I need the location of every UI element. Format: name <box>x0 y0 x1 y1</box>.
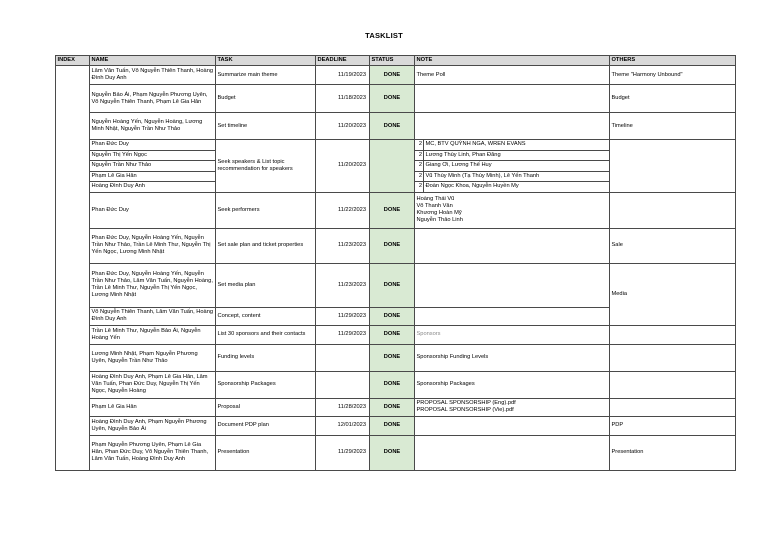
deadline-cell <box>316 371 370 398</box>
page-title: TASKLIST <box>365 31 403 40</box>
count-cell: 2 <box>415 171 424 182</box>
task-cell: Summarize main theme <box>216 66 316 85</box>
name-cell: Nguyễn Hoàng Yến, Nguyễn Hoàng, Lương Minh Nhật, Nguyễn Trần Như Thảo <box>90 113 216 140</box>
table-row <box>56 435 736 470</box>
others-cell <box>610 344 736 371</box>
count-cell: 2 <box>415 150 424 161</box>
deadline-cell: 11/28/2023 <box>316 398 370 416</box>
header-name: NAME <box>90 56 216 66</box>
header-note: NOTE <box>415 56 610 66</box>
name-cell: Hoàng Đình Duy Anh, Phạm Lê Gia Hân, Lâm Văn Tuấn, Phan Đức Duy, Nguyễn Thị Yến Ngọc, Nguyễn Hoàng <box>90 371 216 398</box>
deadline-cell: 11/29/2023 <box>316 325 370 344</box>
status-cell: DONE <box>370 192 415 228</box>
note-cell: Sponsors <box>415 325 610 344</box>
proposal-vie-link[interactable]: PROPOSAL SPONSORSHIP (Vie).pdf <box>416 407 514 413</box>
status-cell: DONE <box>370 416 415 435</box>
table-row <box>56 325 736 344</box>
others-cell: Timeline <box>610 113 736 140</box>
name-cell: Phạm Lê Gia Hân <box>90 398 216 416</box>
task-cell: Document PDP plan <box>216 416 316 435</box>
header-task: TASK <box>216 56 316 66</box>
status-cell: DONE <box>370 435 415 470</box>
task-cell: Set sale plan and ticket properties <box>216 228 316 263</box>
note-cell <box>415 435 610 470</box>
name-cell: Phạm Lê Gia Hân <box>90 171 216 182</box>
note-cell: Theme Poll <box>415 66 610 85</box>
others-cell: Theme "Harmony Unbound" <box>610 66 736 85</box>
task-cell: Sponsorship Packages <box>216 371 316 398</box>
deadline-cell: 11/22/2023 <box>316 192 370 228</box>
task-cell: Budget <box>216 85 316 113</box>
note-cell <box>415 416 610 435</box>
note-cell: MC, BTV QUỲNH NGA, WREN EVANS <box>424 140 610 151</box>
name-cell: Trần Lê Minh Thư, Nguyễn Bảo Ái, Nguyễn Hoàng Yến <box>90 325 216 344</box>
note-cell <box>415 263 610 307</box>
table-row <box>56 416 736 435</box>
note-cell <box>415 398 610 416</box>
others-cell: Presentation <box>610 435 736 470</box>
header-status: STATUS <box>370 56 415 66</box>
table-row <box>56 113 736 140</box>
task-cell: List 30 sponsors and their contacts <box>216 325 316 344</box>
status-cell: DONE <box>370 228 415 263</box>
name-cell: Hoàng Đình Duy Anh, Phạm Nguyễn Phương Uyên, Nguyễn Bảo Ái <box>90 416 216 435</box>
note-line: Khương Hoàn Mỹ <box>416 210 462 216</box>
deadline-cell: 11/19/2023 <box>316 66 370 85</box>
count-cell: 2 <box>415 182 424 193</box>
task-cell: Presentation <box>216 435 316 470</box>
status-cell: DONE <box>370 263 415 307</box>
deadline-cell: 12/01/2023 <box>316 416 370 435</box>
status-cell: DONE <box>370 344 415 371</box>
note-line: Hoàng Thái Vũ <box>416 196 455 203</box>
others-cell <box>610 398 736 416</box>
note-cell: Giang Ơi, Lương Thế Huy <box>424 161 610 172</box>
task-cell: Seek performers <box>216 192 316 228</box>
deadline-cell: 11/20/2023 <box>316 113 370 140</box>
others-cell <box>610 192 736 228</box>
status-cell: DONE <box>370 325 415 344</box>
note-cell: Lương Thùy Linh, Phan Đăng <box>424 150 610 161</box>
deadline-cell: 11/23/2023 <box>316 263 370 307</box>
note-cell <box>415 192 610 228</box>
others-cell <box>610 325 736 344</box>
others-cell: PDP <box>610 416 736 435</box>
tasklist-table <box>55 55 736 471</box>
name-cell: Nguyễn Bảo Ái, Phạm Nguyễn Phương Uyên, Võ Nguyễn Thiên Thanh, Phạm Lê Gia Hân <box>90 85 216 113</box>
header-index: INDEX <box>56 56 90 66</box>
note-line: Võ Thanh Vân <box>416 203 453 210</box>
task-cell: Proposal <box>216 398 316 416</box>
table-row <box>56 371 736 398</box>
header-row <box>56 56 736 66</box>
name-cell: Phan Đức Duy, Nguyễn Hoàng Yến, Nguyễn Trần Như Thảo, Trần Lê Minh Thư, Nguyễn Thị Yến Ngọc, Lương Minh Nhật <box>90 228 216 263</box>
note-cell <box>415 228 610 263</box>
status-cell: DONE <box>370 113 415 140</box>
status-cell: DONE <box>370 307 415 325</box>
status-cell: DONE <box>370 85 415 113</box>
deadline-cell: 11/29/2023 <box>316 435 370 470</box>
status-cell: DONE <box>370 398 415 416</box>
header-deadline: DEADLINE <box>316 56 370 66</box>
others-cell: Sale <box>610 228 736 263</box>
deadline-cell: 11/20/2023 <box>316 140 370 193</box>
name-cell: Phan Đức Duy <box>90 140 216 151</box>
table-row <box>56 263 736 307</box>
note-cell: Vũ Thùy Minh (Tạ Thùy Minh), Lê Yến Thanh <box>424 171 610 182</box>
status-cell <box>370 140 415 193</box>
table-row <box>56 140 736 151</box>
table-row <box>56 398 736 416</box>
task-cell: Set timeline <box>216 113 316 140</box>
note-cell: Sponsorship Packages <box>415 371 610 398</box>
index-cell <box>56 66 90 471</box>
others-cell <box>610 140 736 193</box>
deadline-cell: 11/18/2023 <box>316 85 370 113</box>
note-cell <box>415 85 610 113</box>
task-cell: Set media plan <box>216 263 316 307</box>
table-row <box>56 344 736 371</box>
name-cell: Phan Đức Duy, Nguyễn Hoàng Yến, Nguyễn Trần Như Thảo, Lâm Văn Tuấn, Nguyễn Hoàng, Trần Lê Minh Thư, Nguyễn Thị Yến Ngọc, Lương Minh Nhật <box>90 263 216 307</box>
table-row <box>56 66 736 85</box>
name-cell: Phan Đức Duy <box>90 192 216 228</box>
status-cell: DONE <box>370 66 415 85</box>
deadline-cell <box>316 344 370 371</box>
table-row <box>56 192 736 228</box>
note-cell: Đoàn Ngọc Khoa, Nguyễn Huyền My <box>424 182 610 193</box>
count-cell: 2 <box>415 161 424 172</box>
others-cell: Budget <box>610 85 736 113</box>
task-cell: Seek speakers & List topic recommendation for speakers <box>216 140 316 193</box>
name-cell: Võ Nguyễn Thiên Thanh, Lâm Văn Tuấn, Hoàng Đình Duy Anh <box>90 307 216 325</box>
name-cell: Hoàng Đình Duy Anh <box>90 182 216 193</box>
count-cell: 2 <box>415 140 424 151</box>
name-cell: Nguyễn Trần Như Thảo <box>90 161 216 172</box>
task-cell: Funding levels <box>216 344 316 371</box>
name-cell: Lâm Văn Tuấn, Võ Nguyễn Thiên Thanh, Hoàng Đình Duy Anh <box>90 66 216 85</box>
table-row <box>56 85 736 113</box>
others-cell <box>610 371 736 398</box>
note-cell <box>415 307 610 325</box>
status-cell: DONE <box>370 371 415 398</box>
name-cell: Phạm Nguyễn Phương Uyên, Phạm Lê Gia Hân, Phan Đức Duy, Võ Nguyễn Thiên Thanh, Lâm Văn Tuấn, Hoàng Đình Duy Anh <box>90 435 216 470</box>
proposal-eng-link[interactable]: PROPOSAL SPONSORSHIP (Eng).pdf <box>416 400 516 407</box>
note-cell: Sponsorship Funding Levels <box>415 344 610 371</box>
name-cell: Nguyễn Thị Yến Ngọc <box>90 150 216 161</box>
note-cell <box>415 113 610 140</box>
deadline-cell: 11/29/2023 <box>316 307 370 325</box>
deadline-cell: 11/23/2023 <box>316 228 370 263</box>
note-line: Nguyễn Thảo Linh <box>416 216 463 223</box>
header-others: OTHERS <box>610 56 736 66</box>
name-cell: Lương Minh Nhật, Phạm Nguyễn Phương Uyên, Nguyễn Trần Như Thảo <box>90 344 216 371</box>
table-row <box>56 228 736 263</box>
task-cell: Concept, content <box>216 307 316 325</box>
others-cell: Media <box>610 263 736 325</box>
